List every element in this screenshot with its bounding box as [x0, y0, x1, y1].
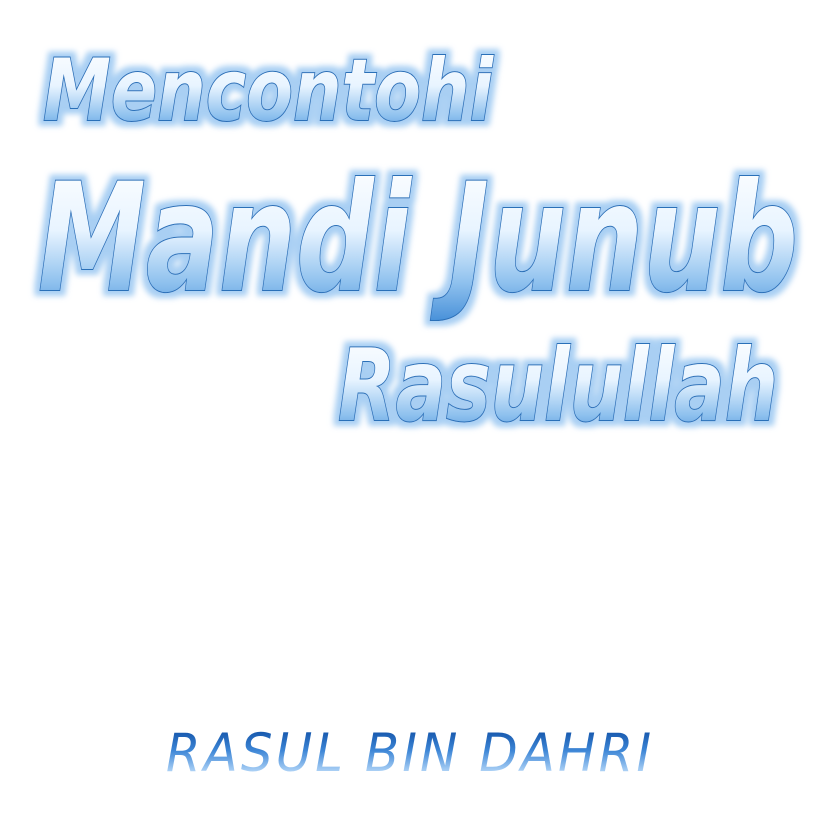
author-name: RASUL BIN DAHRI — [0, 727, 820, 780]
title-line-1: Mencontohi — [43, 41, 495, 141]
title-line-2: Mandi Junub — [38, 152, 798, 326]
title-line-3: Rasulullah — [338, 327, 778, 444]
